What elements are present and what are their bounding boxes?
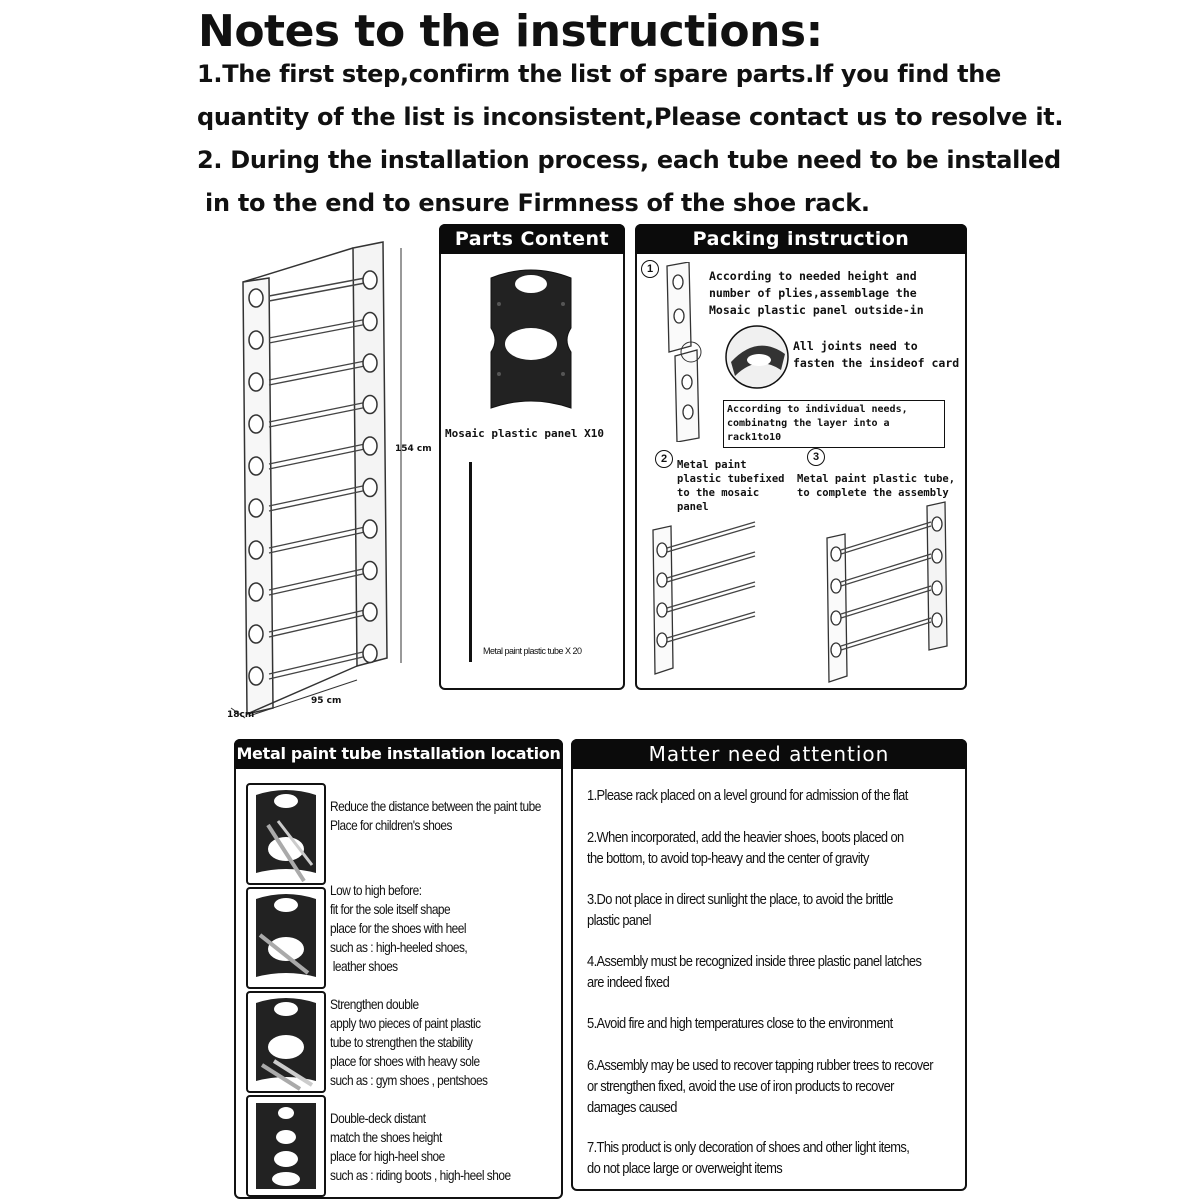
combine-text: According to individual needs, combinatng the layer into a rack1to10 (723, 400, 945, 448)
tube-location-box (234, 739, 563, 1199)
rack-hole (363, 479, 377, 497)
rack-rung (269, 444, 365, 464)
rack-rung (269, 491, 365, 512)
tube-label: Metal paint plastic tube X 20 (483, 646, 582, 656)
rack-rung (269, 320, 365, 339)
location-row-2-text: Low to high before: fit for the sole itself shape place for the shoes with heel such as : high-heeled shoes, leather shoes (330, 882, 468, 974)
rack-rung (269, 366, 365, 385)
rack-rung (269, 408, 365, 428)
rack-rung (269, 486, 365, 507)
mosaic-panel-icon (481, 264, 581, 414)
step-2-number: 2 (655, 450, 673, 468)
step-2-text: Metal paint plastic tubefixed to the mosaic panel (677, 459, 785, 513)
step-1-text: According to needed height and number of plies,assemblage the Mosaic plastic panel outside-in (709, 269, 924, 317)
matter-item-1: 1.Please rack placed on a level ground for admission of the flat (587, 787, 908, 804)
rack-hole (249, 415, 263, 433)
step-2-drawing (645, 508, 765, 678)
rack-rung (269, 325, 365, 344)
rack-hole (363, 603, 377, 621)
rack-rung (269, 449, 365, 469)
page-title: Notes to the instructions: (198, 6, 823, 57)
packing-instruction-title: Packing instruction (635, 224, 967, 254)
location-row-4-text: Double-deck distant match the shoes height place for high-heel shoe such as : riding boots , high-heel shoe (330, 1110, 511, 1183)
tube-location-title: Metal paint tube installation location (234, 739, 563, 769)
double-deck-icon (248, 1097, 324, 1195)
rack-hole (363, 520, 377, 538)
rack-rung (269, 610, 365, 632)
note-line-4: in to the end to ensure Firmness of the shoe rack. (197, 189, 870, 217)
matter-attention-box (571, 739, 967, 1191)
matter-item-3: 3.Do not place in direct sunlight the place, to avoid the brittle plastic panel (587, 891, 893, 929)
rack-hole (249, 331, 263, 349)
note-line-2: quantity of the list is inconsistent,Please contact us to resolve it. (197, 103, 1064, 131)
rack-hole (363, 645, 377, 663)
note-line-3: 2. During the installation process, each tube need to be installed (197, 146, 1061, 174)
joints-text: All joints need to fasten the insideof card (793, 339, 960, 370)
rack-hole (249, 625, 263, 643)
rack-hole (249, 499, 263, 517)
rack-hole (249, 667, 263, 685)
rack-width-label: 95 cm (311, 696, 342, 706)
matter-item-7: 7.This product is only decoration of shoes and other light items, do not place large or overweight items (587, 1139, 910, 1177)
location-thumb-3 (246, 991, 326, 1093)
rack-illustration (225, 238, 440, 724)
matter-item-5: 5.Avoid fire and high temperatures close to the environment (587, 1015, 893, 1032)
rack-hole (363, 271, 377, 289)
matter-item-6: 6.Assembly may be used to recover tapping rubber trees to recover or strengthen fixed, avoid the use of iron products to recover damages caused (587, 1057, 933, 1116)
rack-hole (249, 373, 263, 391)
parts-content-title: Parts Content (439, 224, 625, 254)
rack-hole (249, 583, 263, 601)
rack-hole (363, 354, 377, 372)
rack-rung (269, 569, 365, 591)
step-3-number: 3 (807, 448, 825, 466)
rack-rung (269, 527, 365, 548)
location-thumb-2 (246, 887, 326, 989)
rack-rung (269, 403, 365, 423)
rack-rung (269, 657, 365, 680)
rack-rung (269, 361, 365, 380)
rack-rung (269, 278, 365, 296)
rack-hole (363, 562, 377, 580)
step-1-number: 1 (641, 260, 659, 278)
step-3-drawing (819, 498, 959, 684)
rack-rung (269, 652, 365, 675)
matter-attention-title: Matter need attention (571, 739, 967, 769)
rack-height-label: 154 cm (395, 444, 432, 454)
double-tube-icon (248, 993, 324, 1091)
location-thumb-4 (246, 1095, 326, 1197)
rack-hole (249, 457, 263, 475)
packing-instruction-box (635, 224, 967, 690)
rack-rung (269, 615, 365, 637)
rack-rung (269, 532, 365, 553)
rack-rung (269, 283, 365, 301)
step-3-text: Metal paint plastic tube, to complete the assembly (797, 473, 956, 499)
location-thumb-1 (246, 783, 326, 885)
panel-label: Mosaic plastic panel X10 (445, 427, 604, 440)
metal-tube-icon (469, 462, 472, 662)
matter-item-4: 4.Assembly must be recognized inside three plastic panel latches are indeed fixed (587, 953, 922, 991)
rack-hole (363, 437, 377, 455)
location-row-1-text: Reduce the distance between the paint tube Place for children's shoes (330, 798, 541, 833)
rack-hole (363, 396, 377, 414)
shoe-rack-drawing (225, 238, 440, 724)
parts-content-box (439, 224, 625, 690)
low-to-high-icon (248, 889, 324, 987)
rack-rung (269, 574, 365, 596)
short-spacing-icon (248, 785, 324, 883)
matter-item-2: 2.When incorporated, add the heavier shoes, boots placed on the bottom, to avoid top-heavy and the center of gravity (587, 829, 904, 867)
rack-hole (249, 289, 263, 307)
note-line-1: 1.The first step,confirm the list of spare parts.If you find the (197, 60, 1002, 88)
location-row-3-text: Strengthen double apply two pieces of paint plastic tube to strengthen the stability place for shoes with heavy sole such as : gym shoes , pentshoes (330, 996, 488, 1088)
rack-depth-label: 18cm (227, 710, 255, 720)
joint-detail-icon (719, 324, 795, 390)
rack-hole (363, 313, 377, 331)
rack-hole (249, 541, 263, 559)
